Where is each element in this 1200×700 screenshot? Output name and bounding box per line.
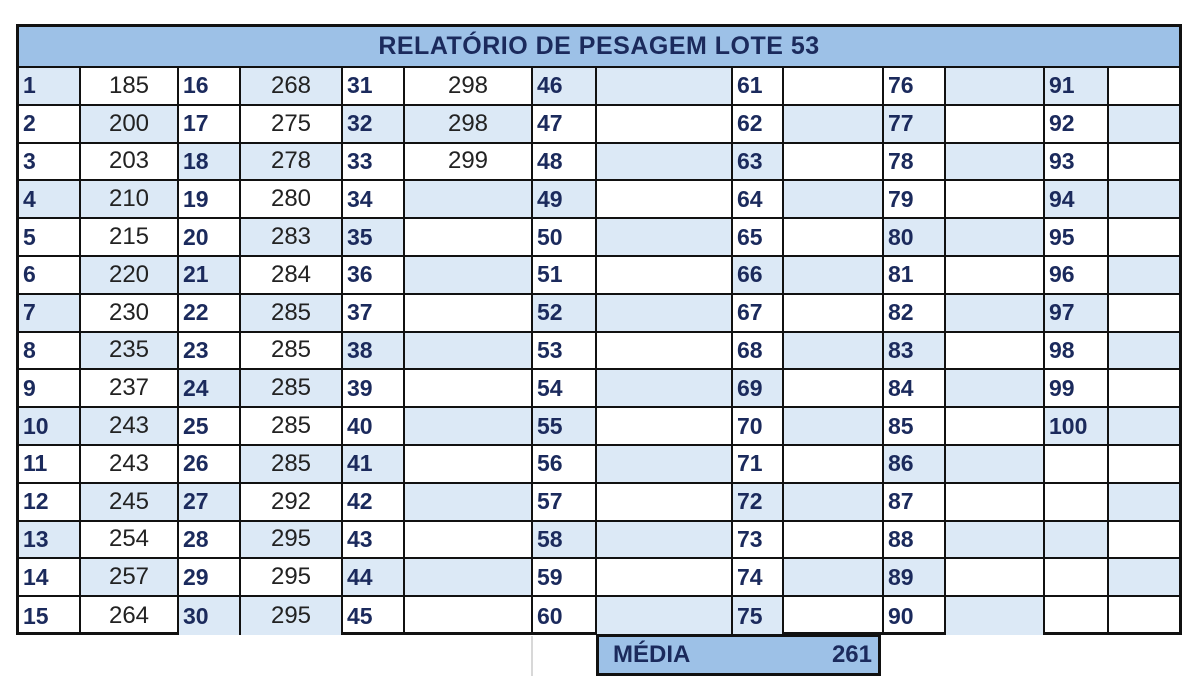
row-number: 82 bbox=[884, 295, 946, 333]
weight-value bbox=[784, 181, 884, 219]
weight-value bbox=[784, 559, 884, 597]
average-value: 261 bbox=[831, 641, 872, 668]
weight-value bbox=[597, 181, 733, 219]
weight-value: 284 bbox=[241, 257, 343, 295]
row-number: 73 bbox=[733, 522, 784, 560]
row-number bbox=[1045, 484, 1109, 522]
row-number: 90 bbox=[884, 597, 946, 635]
weight-value bbox=[1109, 484, 1179, 522]
row-number: 75 bbox=[733, 597, 784, 635]
row-number: 48 bbox=[533, 144, 597, 182]
weight-value bbox=[946, 106, 1045, 144]
row-number: 16 bbox=[179, 68, 241, 106]
row-number: 43 bbox=[343, 522, 405, 560]
weight-value: 237 bbox=[81, 370, 179, 408]
weight-value bbox=[597, 559, 733, 597]
weight-value bbox=[784, 295, 884, 333]
weight-value: 257 bbox=[81, 559, 179, 597]
weight-value bbox=[784, 68, 884, 106]
weight-value bbox=[946, 446, 1045, 484]
row-number: 52 bbox=[533, 295, 597, 333]
divider bbox=[531, 636, 533, 676]
row-number: 13 bbox=[19, 522, 81, 560]
row-number: 36 bbox=[343, 257, 405, 295]
weight-value: 299 bbox=[405, 144, 533, 182]
row-number: 40 bbox=[343, 408, 405, 446]
weight-value bbox=[405, 559, 533, 597]
row-number: 69 bbox=[733, 370, 784, 408]
weight-value: 254 bbox=[81, 522, 179, 560]
row-number: 79 bbox=[884, 181, 946, 219]
row-number: 45 bbox=[343, 597, 405, 635]
weight-value: 295 bbox=[241, 559, 343, 597]
weight-value bbox=[946, 559, 1045, 597]
weight-value: 268 bbox=[241, 68, 343, 106]
weight-value: 210 bbox=[81, 181, 179, 219]
report-title: RELATÓRIO DE PESAGEM LOTE 53 bbox=[19, 27, 1179, 68]
weight-value bbox=[597, 446, 733, 484]
weight-value: 185 bbox=[81, 68, 179, 106]
row-number: 26 bbox=[179, 446, 241, 484]
weight-value bbox=[784, 144, 884, 182]
weight-value bbox=[405, 295, 533, 333]
row-number: 46 bbox=[533, 68, 597, 106]
weight-value: 235 bbox=[81, 333, 179, 371]
row-number: 86 bbox=[884, 446, 946, 484]
row-number: 7 bbox=[19, 295, 81, 333]
weight-value: 285 bbox=[241, 446, 343, 484]
weight-value bbox=[946, 295, 1045, 333]
row-number: 65 bbox=[733, 219, 784, 257]
weight-value bbox=[1109, 257, 1179, 295]
weight-value bbox=[405, 219, 533, 257]
row-number: 61 bbox=[733, 68, 784, 106]
weight-value bbox=[946, 219, 1045, 257]
row-number: 21 bbox=[179, 257, 241, 295]
weight-value bbox=[784, 333, 884, 371]
row-number: 23 bbox=[179, 333, 241, 371]
row-number: 24 bbox=[179, 370, 241, 408]
row-number: 54 bbox=[533, 370, 597, 408]
weight-value bbox=[597, 106, 733, 144]
row-number: 15 bbox=[19, 597, 81, 635]
weight-value bbox=[597, 144, 733, 182]
weight-value bbox=[946, 522, 1045, 560]
row-number: 98 bbox=[1045, 333, 1109, 371]
weight-value bbox=[597, 295, 733, 333]
row-number: 93 bbox=[1045, 144, 1109, 182]
row-number: 5 bbox=[19, 219, 81, 257]
weights-grid bbox=[19, 68, 1179, 632]
weight-value: 200 bbox=[81, 106, 179, 144]
weight-value bbox=[784, 257, 884, 295]
row-number: 62 bbox=[733, 106, 784, 144]
row-number: 80 bbox=[884, 219, 946, 257]
row-number: 78 bbox=[884, 144, 946, 182]
row-number: 49 bbox=[533, 181, 597, 219]
weight-value bbox=[946, 68, 1045, 106]
weight-value bbox=[597, 484, 733, 522]
row-number: 19 bbox=[179, 181, 241, 219]
row-number: 85 bbox=[884, 408, 946, 446]
weight-value: 280 bbox=[241, 181, 343, 219]
row-number: 92 bbox=[1045, 106, 1109, 144]
weight-value bbox=[946, 181, 1045, 219]
weight-value bbox=[784, 446, 884, 484]
row-number: 10 bbox=[19, 408, 81, 446]
weight-value: 243 bbox=[81, 446, 179, 484]
row-number bbox=[1045, 446, 1109, 484]
weight-value: 275 bbox=[241, 106, 343, 144]
weight-value bbox=[1109, 370, 1179, 408]
row-number: 31 bbox=[343, 68, 405, 106]
weight-value bbox=[597, 333, 733, 371]
row-number: 39 bbox=[343, 370, 405, 408]
weight-value bbox=[784, 408, 884, 446]
row-number: 28 bbox=[179, 522, 241, 560]
row-number: 83 bbox=[884, 333, 946, 371]
weight-value bbox=[784, 484, 884, 522]
weight-value: 203 bbox=[81, 144, 179, 182]
weight-value bbox=[405, 484, 533, 522]
weight-value: 230 bbox=[81, 295, 179, 333]
row-number: 6 bbox=[19, 257, 81, 295]
row-number: 32 bbox=[343, 106, 405, 144]
row-number: 47 bbox=[533, 106, 597, 144]
weight-value bbox=[784, 597, 884, 635]
row-number: 72 bbox=[733, 484, 784, 522]
weight-value: 285 bbox=[241, 370, 343, 408]
row-number: 4 bbox=[19, 181, 81, 219]
row-number: 29 bbox=[179, 559, 241, 597]
weight-value bbox=[1109, 522, 1179, 560]
weight-value bbox=[405, 446, 533, 484]
row-number: 41 bbox=[343, 446, 405, 484]
weight-value bbox=[597, 257, 733, 295]
weight-value bbox=[946, 257, 1045, 295]
row-number: 63 bbox=[733, 144, 784, 182]
weight-value bbox=[946, 597, 1045, 635]
weight-value bbox=[784, 106, 884, 144]
weight-value: 215 bbox=[81, 219, 179, 257]
weight-value bbox=[405, 257, 533, 295]
weighing-report-table bbox=[16, 24, 1182, 635]
row-number: 84 bbox=[884, 370, 946, 408]
weight-value bbox=[405, 370, 533, 408]
weight-value: 283 bbox=[241, 219, 343, 257]
weight-value bbox=[597, 522, 733, 560]
row-number: 70 bbox=[733, 408, 784, 446]
row-number: 67 bbox=[733, 295, 784, 333]
weight-value bbox=[1109, 106, 1179, 144]
weight-value: 285 bbox=[241, 295, 343, 333]
row-number: 55 bbox=[533, 408, 597, 446]
row-number: 87 bbox=[884, 484, 946, 522]
weight-value bbox=[1109, 333, 1179, 371]
weight-value bbox=[405, 181, 533, 219]
row-number: 14 bbox=[19, 559, 81, 597]
row-number bbox=[1045, 522, 1109, 560]
row-number: 37 bbox=[343, 295, 405, 333]
weight-value bbox=[946, 370, 1045, 408]
average-box bbox=[596, 634, 881, 676]
weight-value bbox=[597, 597, 733, 635]
row-number bbox=[1045, 597, 1109, 635]
row-number: 51 bbox=[533, 257, 597, 295]
weight-value: 220 bbox=[81, 257, 179, 295]
row-number: 68 bbox=[733, 333, 784, 371]
row-number: 17 bbox=[179, 106, 241, 144]
row-number: 30 bbox=[179, 597, 241, 635]
row-number: 25 bbox=[179, 408, 241, 446]
row-number: 35 bbox=[343, 219, 405, 257]
row-number: 12 bbox=[19, 484, 81, 522]
weight-value bbox=[1109, 181, 1179, 219]
weight-value: 295 bbox=[241, 522, 343, 560]
weight-value bbox=[784, 370, 884, 408]
row-number bbox=[1045, 559, 1109, 597]
row-number: 44 bbox=[343, 559, 405, 597]
weight-value bbox=[1109, 295, 1179, 333]
weight-value: 285 bbox=[241, 408, 343, 446]
weight-value bbox=[946, 408, 1045, 446]
row-number: 91 bbox=[1045, 68, 1109, 106]
row-number: 58 bbox=[533, 522, 597, 560]
weight-value: 278 bbox=[241, 144, 343, 182]
row-number: 64 bbox=[733, 181, 784, 219]
row-number: 38 bbox=[343, 333, 405, 371]
row-number: 94 bbox=[1045, 181, 1109, 219]
weight-value bbox=[784, 522, 884, 560]
weight-value bbox=[597, 68, 733, 106]
row-number: 9 bbox=[19, 370, 81, 408]
weight-value bbox=[405, 333, 533, 371]
row-number: 8 bbox=[19, 333, 81, 371]
row-number: 57 bbox=[533, 484, 597, 522]
weight-value bbox=[1109, 559, 1179, 597]
weight-value: 243 bbox=[81, 408, 179, 446]
weight-value bbox=[597, 408, 733, 446]
weight-value: 298 bbox=[405, 68, 533, 106]
weight-value bbox=[946, 333, 1045, 371]
row-number: 33 bbox=[343, 144, 405, 182]
row-number: 59 bbox=[533, 559, 597, 597]
weight-value bbox=[597, 370, 733, 408]
weight-value bbox=[597, 219, 733, 257]
weight-value: 292 bbox=[241, 484, 343, 522]
row-number: 99 bbox=[1045, 370, 1109, 408]
weight-value bbox=[1109, 219, 1179, 257]
row-number: 96 bbox=[1045, 257, 1109, 295]
row-number: 1 bbox=[19, 68, 81, 106]
row-number: 71 bbox=[733, 446, 784, 484]
weight-value: 298 bbox=[405, 106, 533, 144]
weight-value bbox=[1109, 446, 1179, 484]
row-number: 88 bbox=[884, 522, 946, 560]
row-number: 74 bbox=[733, 559, 784, 597]
row-number: 100 bbox=[1045, 408, 1109, 446]
weight-value bbox=[946, 144, 1045, 182]
row-number: 66 bbox=[733, 257, 784, 295]
weight-value: 245 bbox=[81, 484, 179, 522]
row-number: 77 bbox=[884, 106, 946, 144]
row-number: 89 bbox=[884, 559, 946, 597]
weight-value bbox=[1109, 68, 1179, 106]
weight-value: 295 bbox=[241, 597, 343, 635]
row-number: 22 bbox=[179, 295, 241, 333]
row-number: 27 bbox=[179, 484, 241, 522]
weight-value bbox=[405, 408, 533, 446]
weight-value bbox=[1109, 408, 1179, 446]
weight-value: 285 bbox=[241, 333, 343, 371]
row-number: 50 bbox=[533, 219, 597, 257]
weight-value bbox=[405, 522, 533, 560]
average-label: MÉDIA bbox=[613, 641, 691, 668]
row-number: 76 bbox=[884, 68, 946, 106]
weight-value bbox=[946, 484, 1045, 522]
weight-value bbox=[405, 597, 533, 635]
weight-value bbox=[784, 219, 884, 257]
row-number: 18 bbox=[179, 144, 241, 182]
row-number: 20 bbox=[179, 219, 241, 257]
row-number: 95 bbox=[1045, 219, 1109, 257]
weight-value bbox=[1109, 597, 1179, 635]
row-number: 2 bbox=[19, 106, 81, 144]
weight-value: 264 bbox=[81, 597, 179, 635]
row-number: 81 bbox=[884, 257, 946, 295]
row-number: 53 bbox=[533, 333, 597, 371]
row-number: 3 bbox=[19, 144, 81, 182]
row-number: 60 bbox=[533, 597, 597, 635]
row-number: 97 bbox=[1045, 295, 1109, 333]
row-number: 11 bbox=[19, 446, 81, 484]
row-number: 42 bbox=[343, 484, 405, 522]
weight-value bbox=[1109, 144, 1179, 182]
row-number: 34 bbox=[343, 181, 405, 219]
row-number: 56 bbox=[533, 446, 597, 484]
